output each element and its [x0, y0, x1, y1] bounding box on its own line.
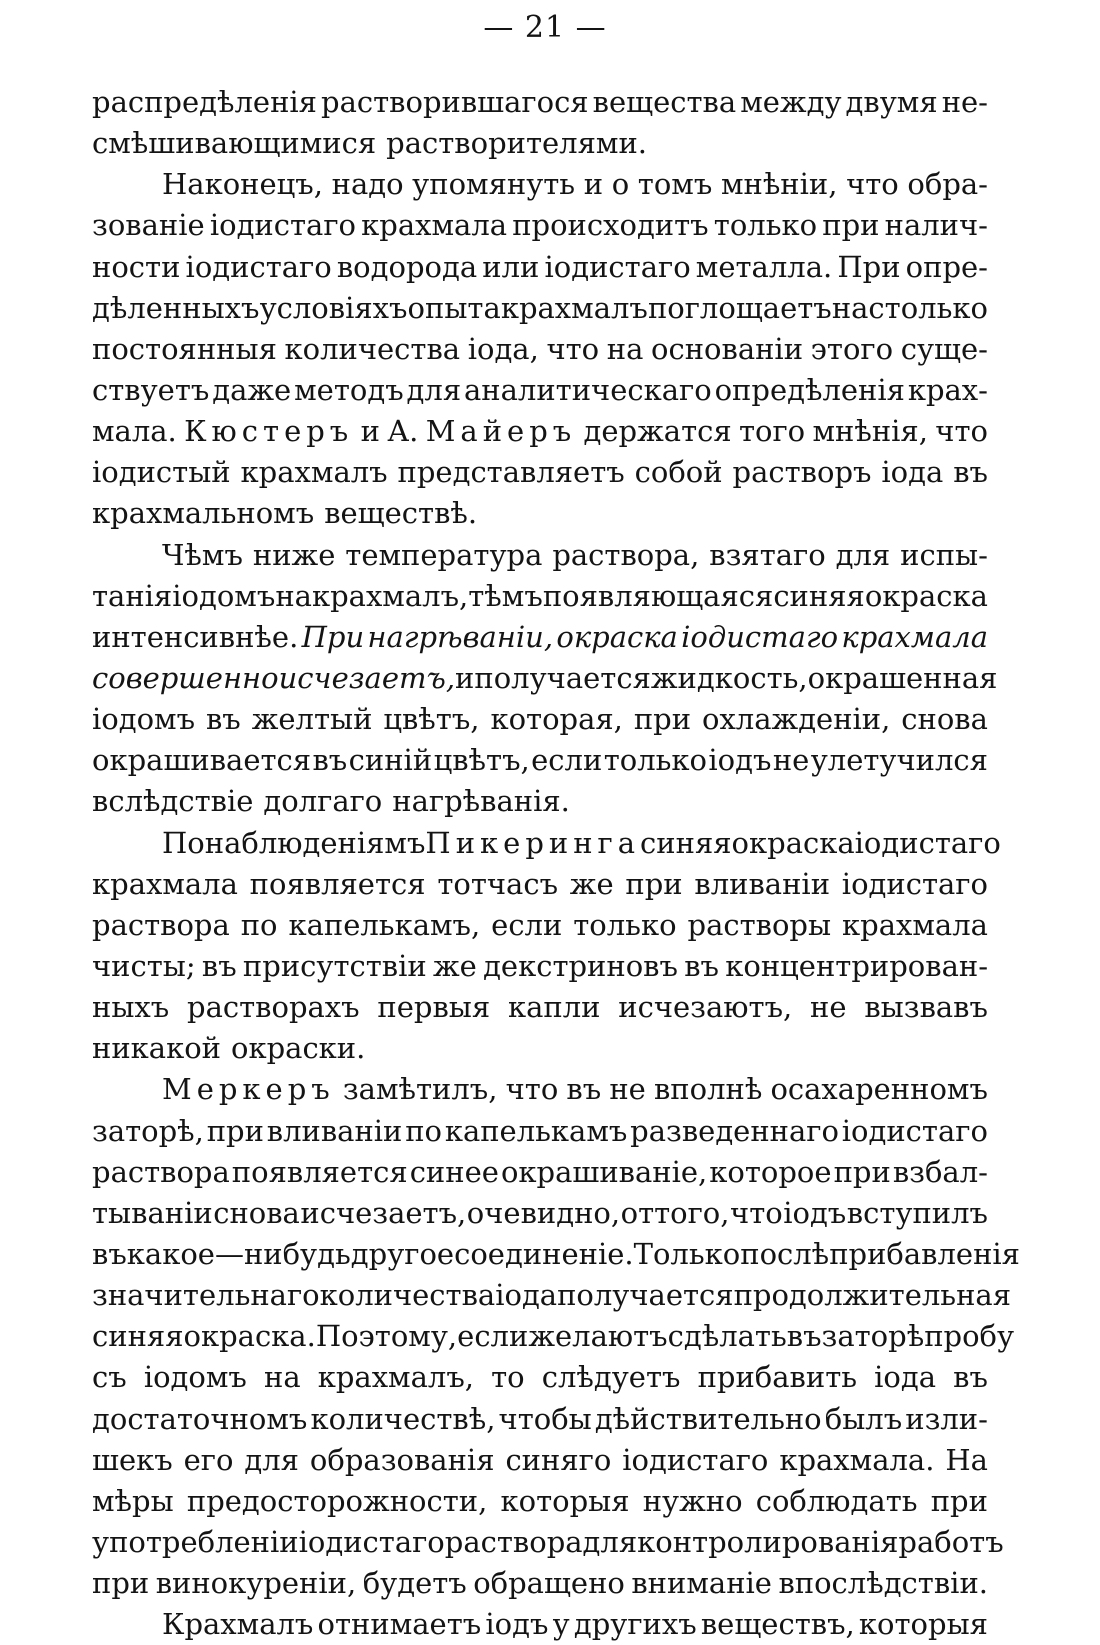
word: для	[406, 372, 462, 407]
word: іодъ	[485, 1607, 549, 1642]
word: въ	[201, 948, 237, 983]
word: достаточномъ	[92, 1401, 308, 1436]
word: никакой	[92, 1031, 221, 1066]
word: отнимаетъ	[317, 1607, 482, 1642]
word: окрашиваніе,	[500, 1154, 708, 1189]
word: іодомъ	[92, 702, 196, 737]
word: Поэтому,	[315, 1319, 458, 1354]
word: крахмала.	[779, 1442, 935, 1477]
word: крахмала	[842, 907, 988, 942]
word: крахмальномъ	[92, 496, 315, 531]
word: между	[740, 85, 842, 119]
word: улетучился	[810, 743, 988, 778]
word: употребленіи	[92, 1524, 299, 1559]
word: появляется	[249, 866, 426, 901]
word: крахмалъ,	[317, 1360, 474, 1395]
text-line	[92, 411, 988, 452]
word: снова	[901, 702, 988, 737]
word: этого	[810, 331, 894, 366]
word: если	[491, 907, 563, 942]
word: температура	[345, 537, 543, 572]
word: танія	[92, 578, 173, 613]
text-line	[92, 1440, 988, 1481]
word: капелькамъ	[444, 1113, 628, 1148]
word: вливаніи	[694, 866, 831, 901]
word: послѣ	[740, 1236, 830, 1271]
text-line	[92, 617, 988, 658]
word: оттого,	[620, 1195, 730, 1230]
word: при	[206, 1113, 264, 1148]
word: чисты;	[92, 948, 196, 983]
text-line	[92, 370, 988, 411]
word: же	[569, 866, 614, 901]
word: іодомъ	[143, 1360, 247, 1395]
word: поглощаетъ	[647, 290, 832, 325]
word: о	[611, 167, 630, 202]
word: крахмала	[361, 208, 508, 243]
word: въ	[312, 743, 348, 778]
word: при	[822, 208, 880, 243]
word: іодистаго	[841, 1113, 988, 1148]
word: крахмалъ	[500, 290, 648, 325]
word: получается	[474, 660, 651, 695]
word: при	[625, 866, 683, 901]
word: наблюденіямъ	[204, 825, 426, 860]
word: заторѣ,	[92, 1113, 204, 1148]
word: жидкость,	[650, 660, 808, 695]
word: растворахъ	[187, 990, 360, 1025]
text-line	[92, 1234, 1020, 1275]
word: его	[183, 1442, 234, 1477]
word: обращено	[473, 1566, 625, 1601]
word: долгаго	[263, 784, 383, 819]
word: вполнѣ	[653, 1072, 763, 1107]
word: іодъ	[783, 1195, 847, 1230]
text-line	[92, 123, 988, 164]
word: веществѣ.	[324, 496, 478, 531]
word: тѣмъ	[468, 578, 543, 613]
word: у	[552, 1607, 570, 1642]
word: не	[810, 990, 847, 1025]
word: соединеніе.	[454, 1236, 634, 1271]
word: окраски.	[231, 1031, 366, 1066]
spaced-name-word: Пикеринга	[425, 825, 641, 860]
word: опре-	[905, 249, 988, 284]
word: синяя	[773, 578, 865, 613]
word: при	[92, 1566, 150, 1601]
word: или	[482, 249, 540, 284]
word: нужно	[642, 1483, 743, 1518]
text-line	[92, 1152, 988, 1193]
word: іода	[495, 1278, 558, 1313]
word: Крахмалъ	[162, 1607, 314, 1642]
word: какое—нибудь	[126, 1236, 351, 1271]
word: По	[162, 825, 205, 860]
word: вслѣдствіе	[92, 784, 254, 819]
word: ствуетъ	[92, 372, 210, 407]
word: которая,	[490, 702, 623, 737]
word: которыя	[500, 1483, 630, 1518]
word: мнѣніи,	[720, 167, 838, 202]
word: первыя	[377, 990, 491, 1025]
word: іода	[874, 1360, 937, 1395]
word: исчезаютъ,	[618, 990, 793, 1025]
word: при	[930, 1483, 988, 1518]
word: держатся	[583, 414, 732, 449]
word: въ	[684, 948, 719, 983]
word: ныхъ	[92, 990, 170, 1025]
word: смѣшивающимися	[92, 126, 377, 161]
word: заторѣ	[821, 1319, 925, 1354]
word: что	[505, 1072, 559, 1107]
word: происходитъ	[512, 208, 709, 243]
text-line	[92, 1193, 988, 1234]
text-line	[92, 82, 988, 123]
word: металла.	[695, 249, 833, 284]
word: окрашенная	[807, 660, 998, 695]
word: и	[583, 167, 604, 202]
word: на	[263, 1360, 301, 1395]
word: только	[713, 208, 818, 243]
word: другое	[350, 1236, 455, 1271]
word: что	[730, 1195, 783, 1230]
word: пробу	[924, 1319, 1015, 1354]
word: въ	[566, 1072, 602, 1107]
word: количества	[319, 1278, 496, 1313]
word: веществъ,	[700, 1607, 855, 1642]
word: настолько	[831, 290, 988, 325]
word: прибавленія	[829, 1236, 1020, 1271]
word: шекъ	[92, 1442, 173, 1477]
word: въ	[786, 1319, 822, 1354]
word: синяя	[640, 825, 732, 860]
word: іодистаго	[544, 249, 691, 284]
word: капелькамъ,	[288, 907, 481, 942]
word: постоянныя	[92, 331, 277, 366]
page-number: — 21 —	[483, 10, 607, 45]
word: мѣры	[92, 1483, 174, 1518]
word: и	[455, 660, 475, 695]
italic-word: совершенно	[92, 660, 279, 695]
word: не-	[941, 85, 988, 119]
word: суще-	[900, 331, 988, 366]
word: испы-	[900, 537, 988, 572]
text-line	[92, 1563, 988, 1604]
word: разведеннаго	[630, 1113, 839, 1148]
word: распредѣленія	[92, 85, 317, 119]
italic-word: крахмала	[841, 619, 988, 654]
word: слѣдуетъ	[541, 1360, 681, 1395]
word: взятаго	[709, 537, 826, 572]
word: опыта	[407, 290, 501, 325]
word: іодистаго	[622, 1442, 769, 1477]
word: не	[772, 743, 810, 778]
spaced-name-word: Майеръ	[425, 414, 577, 449]
word: въ	[953, 455, 988, 490]
word: въ	[205, 702, 241, 737]
word: окраска	[864, 578, 988, 613]
spaced-name-word: Меркеръ	[162, 1072, 335, 1107]
word: При	[837, 249, 901, 284]
word: крахмалъ,	[311, 578, 469, 613]
word: надо	[331, 167, 404, 202]
word: іодистаго	[209, 208, 356, 243]
word: которое	[709, 1154, 832, 1189]
text-line	[92, 1481, 988, 1522]
word: для	[582, 1524, 638, 1559]
word: двумя	[845, 85, 938, 119]
word: іода	[881, 455, 944, 490]
text-line	[92, 576, 988, 617]
word: раствора	[92, 907, 230, 942]
word: изли-	[905, 1401, 988, 1436]
word: томъ	[637, 167, 713, 202]
word: Наконецъ,	[162, 167, 323, 202]
text-line	[92, 452, 988, 493]
text-line	[92, 781, 988, 822]
word: вниманіе	[631, 1566, 772, 1601]
word: что	[846, 167, 899, 202]
word: представляетъ	[397, 455, 625, 490]
word: обра-	[907, 167, 988, 202]
word: контролированія	[637, 1524, 899, 1559]
word: осахаренномъ	[770, 1072, 988, 1107]
text-line	[92, 1522, 1004, 1563]
word: снова	[213, 1195, 300, 1230]
word: въ	[92, 1236, 127, 1271]
word: впослѣдствіи.	[778, 1566, 988, 1601]
spaced-name-word: Кюстеръ	[184, 414, 354, 449]
text-line	[92, 946, 988, 987]
word: концентрирован-	[725, 948, 988, 983]
word: работъ	[898, 1524, 1004, 1559]
word: если	[457, 1319, 529, 1354]
text-line	[92, 699, 988, 740]
word: растворъ	[732, 455, 872, 490]
word: на	[606, 331, 644, 366]
word: окраска	[731, 825, 855, 860]
word: А.	[387, 414, 419, 449]
text-line	[92, 288, 988, 329]
word: капли	[507, 990, 601, 1025]
word: мнѣнія,	[812, 414, 928, 449]
word: при	[833, 1154, 891, 1189]
word: вызвавъ	[864, 990, 988, 1025]
italic-word: окраска	[556, 619, 678, 654]
word: водорода	[336, 249, 478, 284]
word: былъ	[824, 1401, 903, 1436]
word: количества	[284, 331, 461, 366]
word: количествѣ,	[310, 1401, 496, 1436]
word: іодистаго	[854, 825, 1001, 860]
word: цвѣтъ,	[383, 702, 480, 737]
word: растворителями.	[386, 126, 648, 161]
word: раствора,	[552, 537, 700, 572]
word: даже	[212, 372, 292, 407]
word: вещества	[592, 85, 737, 119]
text-line	[92, 1399, 988, 1440]
word: винокуреніи,	[155, 1566, 357, 1601]
text-line	[92, 535, 988, 576]
word: упомянуть	[412, 167, 576, 202]
word: которыя	[858, 1607, 988, 1642]
word: появляющаяся	[542, 578, 774, 613]
word: прибавить	[697, 1360, 858, 1395]
text-line	[92, 1275, 1012, 1316]
word: На	[945, 1442, 988, 1477]
word: синій	[348, 743, 433, 778]
word: сдѣлать	[667, 1319, 787, 1354]
word: при	[633, 702, 692, 737]
word: іодомъ	[172, 578, 276, 613]
word: дѣйствительно	[594, 1401, 822, 1436]
body-text	[92, 82, 1020, 1645]
word: вливаніи	[266, 1113, 403, 1148]
word: продолжительная	[733, 1278, 1012, 1313]
word: дѣленныхъ	[92, 290, 260, 325]
word: по	[240, 907, 278, 942]
word: іодистаго	[185, 249, 332, 284]
word: условіяхъ	[259, 290, 408, 325]
word: мала.	[92, 414, 177, 449]
word: методъ	[294, 372, 404, 407]
word: и	[360, 414, 380, 449]
word: другихъ	[573, 1607, 697, 1642]
word: интенсивнѣе.	[92, 619, 299, 654]
word: только	[603, 743, 707, 778]
word: ниже	[252, 537, 336, 572]
word: опредѣленія	[714, 372, 905, 407]
word: синяя	[92, 1319, 184, 1354]
text-line	[92, 823, 1001, 864]
word: основаніи	[651, 331, 804, 366]
word: желаютъ	[528, 1319, 668, 1354]
text-line	[92, 905, 988, 946]
word: если	[531, 743, 603, 778]
word: исчезаетъ,	[300, 1195, 467, 1230]
word: іода,	[467, 331, 539, 366]
word: іодистаго	[298, 1524, 445, 1559]
word: ности	[92, 249, 181, 284]
text-line	[92, 987, 988, 1028]
word: крахмалъ	[240, 455, 388, 490]
word: собой	[634, 455, 723, 490]
word: для	[244, 1442, 299, 1477]
word: синее	[409, 1154, 499, 1189]
word: іодистаго	[841, 866, 988, 901]
word: въ	[953, 1360, 988, 1395]
text-line	[92, 164, 988, 205]
italic-word: исчезаетъ,	[278, 660, 456, 695]
word: окраска.	[183, 1319, 316, 1354]
word: замѣтилъ,	[342, 1072, 498, 1107]
text-line	[92, 1028, 988, 1069]
text-line	[92, 1357, 988, 1398]
word: декстриновъ	[483, 948, 678, 983]
italic-word: нагрѣваніи,	[367, 619, 554, 654]
word: получается	[557, 1278, 734, 1313]
word: для	[835, 537, 891, 572]
text-line	[92, 864, 988, 905]
word: соблюдать	[755, 1483, 918, 1518]
text-line	[92, 1069, 988, 1110]
text-line	[92, 329, 988, 370]
word: растворы	[687, 907, 832, 942]
word: синяго	[505, 1442, 612, 1477]
word: появляется	[231, 1154, 408, 1189]
word: охлажденіи,	[701, 702, 891, 737]
text-line	[92, 1604, 988, 1645]
word: іодистый	[92, 455, 231, 490]
word: взбал-	[892, 1154, 988, 1189]
word: съ	[92, 1360, 127, 1395]
word: образованія	[309, 1442, 495, 1477]
word: тотчасъ	[437, 866, 559, 901]
word: крахмала	[92, 866, 238, 901]
word: растворившагося	[321, 85, 589, 119]
word: на	[275, 578, 312, 613]
word: то	[491, 1360, 525, 1395]
word: вступилъ	[846, 1195, 988, 1230]
word: присутствіи	[242, 948, 427, 983]
text-line	[92, 1111, 988, 1152]
italic-word: При	[301, 619, 365, 654]
text-line	[92, 493, 988, 534]
italic-word: іодистаго	[681, 619, 839, 654]
word: не	[609, 1072, 646, 1107]
text-line	[92, 205, 988, 246]
word: цвѣтъ,	[433, 743, 530, 778]
word: будетъ	[362, 1566, 467, 1601]
word: аналитическаго	[464, 372, 712, 407]
text-line	[92, 1316, 1015, 1357]
word: раствора	[92, 1154, 230, 1189]
word: крах-	[907, 372, 988, 407]
word: желтый	[251, 702, 373, 737]
word: Чѣмъ	[162, 537, 243, 572]
word: Только	[633, 1236, 741, 1271]
word: значительнаго	[92, 1278, 320, 1313]
text-line	[92, 247, 988, 288]
word: только	[573, 907, 677, 942]
word: того	[738, 414, 806, 449]
word: предосторожности,	[186, 1483, 488, 1518]
text-line	[92, 740, 988, 781]
word: что	[546, 331, 600, 366]
word: же	[432, 948, 477, 983]
word: нагрѣванія.	[392, 784, 570, 819]
word: по	[405, 1113, 442, 1148]
word: налич-	[884, 208, 988, 243]
word: тываніи	[92, 1195, 213, 1230]
word: что	[935, 414, 988, 449]
word: чтобы	[498, 1401, 592, 1436]
word: іодъ	[708, 743, 772, 778]
word: раствора	[444, 1524, 583, 1559]
word: очевидно,	[466, 1195, 621, 1230]
text-line	[92, 658, 998, 699]
word: окрашивается	[92, 743, 312, 778]
word: зованіе	[92, 208, 205, 243]
